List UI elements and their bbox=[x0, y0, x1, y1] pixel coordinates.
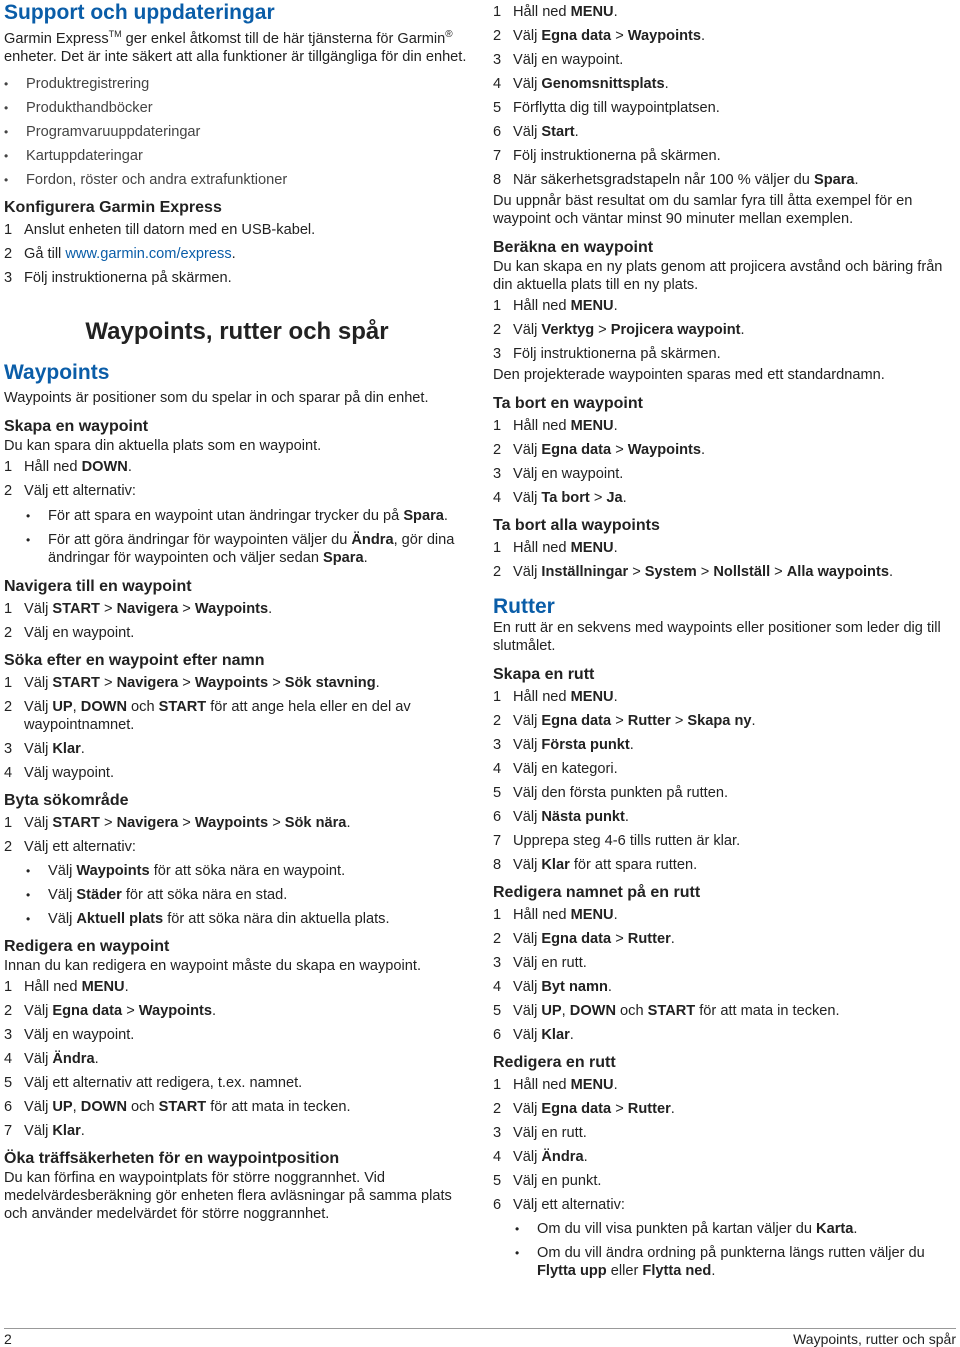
step: 4 Välj Ändra. bbox=[493, 1149, 588, 1165]
step: 6 Välj UP, DOWN och START för att mata in tecken. bbox=[4, 1098, 351, 1115]
option-bullet bbox=[4, 531, 470, 567]
step: 5 Välj UP, DOWN och START för att mata in tecken. bbox=[493, 1003, 840, 1019]
step: 2 Välj Egna data > Waypoints. bbox=[4, 1002, 217, 1019]
step-text: Välj ett alternativ: bbox=[24, 482, 136, 499]
save-intro: Du kan spara din aktuella plats som en waypoint. bbox=[4, 437, 322, 454]
delete-title: Ta bort en waypoint bbox=[493, 395, 643, 412]
step: 3 Välj en rutt. bbox=[493, 955, 587, 971]
step: 1 Håll ned MENU. bbox=[493, 4, 618, 20]
support-title: Support och uppdateringar bbox=[4, 1, 275, 24]
step: 2 Välj Egna data > Rutter. bbox=[493, 1101, 675, 1117]
routes-title: Rutter bbox=[493, 595, 555, 618]
trademark: TM bbox=[108, 29, 122, 39]
step: 1 Håll ned MENU. bbox=[4, 978, 129, 995]
bullet-text: . bbox=[363, 549, 368, 566]
left-column bbox=[4, 0, 470, 1223]
footer-rule bbox=[4, 1328, 956, 1329]
step: 2 Välj UP, DOWN och START för att ange hela eller en del av waypointnamnet. bbox=[4, 698, 411, 733]
garmin-express-link[interactable]: www.garmin.com/express bbox=[65, 245, 232, 262]
edit-route-title: Redigera en rutt bbox=[493, 1054, 616, 1071]
step: 4 Välj Ändra. bbox=[4, 1050, 99, 1067]
edit-waypoint-title: Redigera en waypoint bbox=[4, 937, 170, 955]
menu-option: Ändra bbox=[351, 531, 394, 548]
step: 3 Följ instruktionerna på skärmen. bbox=[493, 346, 721, 362]
step: 5 Förflytta dig till waypointplatsen. bbox=[493, 100, 720, 116]
step: 1 Välj START > Navigera > Waypoints > Sök nära. bbox=[4, 814, 351, 831]
option-bullet: • Om du vill ändra ordning på punkterna längs rutten väljer du Flytta upp eller Flytta ned. bbox=[493, 1244, 955, 1280]
step: 3 Välj en rutt. bbox=[493, 1125, 587, 1141]
support-item: • Kartuppdateringar bbox=[4, 144, 470, 168]
step: 6 Välj Nästa punkt. bbox=[493, 809, 629, 825]
step: 3 Välj en waypoint. bbox=[493, 52, 624, 68]
step: 1 Håll ned MENU. bbox=[493, 689, 618, 705]
create-route-title: Skapa en rutt bbox=[493, 666, 595, 683]
step: 7 Följ instruktionerna på skärmen. bbox=[493, 148, 721, 164]
search-title: Söka efter en waypoint efter namn bbox=[4, 651, 265, 669]
step-text: Välj en waypoint. bbox=[24, 624, 135, 641]
step-text: Håll ned bbox=[24, 458, 82, 475]
step: 1 Välj START > Navigera > Waypoints > Sök stavning. bbox=[4, 674, 380, 691]
step: 2 Gå till www.garmin.com/express. bbox=[4, 245, 236, 262]
step: 5 Välj en punkt. bbox=[493, 1173, 602, 1189]
step-text: . bbox=[231, 245, 236, 262]
step: 3 Välj Klar. bbox=[4, 740, 85, 757]
navigate-title: Navigera till en waypoint bbox=[4, 577, 192, 595]
area-title: Byta sökområde bbox=[4, 791, 129, 809]
option-bullet: • Välj Aktuell plats för att söka nära din aktuella plats. bbox=[4, 907, 470, 931]
accuracy-title: Öka träffsäkerheten för en waypointposition bbox=[4, 1149, 340, 1167]
project-note: Den projekterade waypointen sparas med ett standardnamn. bbox=[493, 367, 885, 383]
step: 6 Välj Start. bbox=[493, 124, 579, 140]
project-intro: Du kan skapa en ny plats genom att projicera avstånd och bäring från din aktuella plats till en ny plats. bbox=[493, 259, 943, 293]
routes-intro: En rutt är en sekvens med waypoints eller positioner som leder dig till slutmålet. bbox=[493, 620, 941, 654]
support-intro bbox=[4, 25, 470, 66]
support-item: • Fordon, röster och andra extrafunktioner bbox=[4, 168, 470, 192]
step: 6 Välj ett alternativ: bbox=[493, 1197, 625, 1213]
menu-option: Navigera bbox=[116, 600, 179, 617]
step: 4 Välj Ta bort > Ja. bbox=[493, 490, 627, 506]
menu-option: Waypoints bbox=[194, 600, 269, 617]
bullet-text: . bbox=[443, 507, 448, 524]
step: 5 Välj ett alternativ att redigera, t.ex. namnet. bbox=[4, 1074, 303, 1091]
footer-section: Waypoints, rutter och spår bbox=[793, 1331, 956, 1347]
step: 3 Följ instruktionerna på skärmen. bbox=[4, 266, 470, 290]
step: 1 Håll ned MENU. bbox=[493, 1077, 618, 1093]
step: 2 Välj Egna data > Rutter. bbox=[493, 931, 675, 947]
step-text: Anslut enheten till datorn med en USB-kabel. bbox=[24, 221, 316, 238]
menu-option: Spara bbox=[323, 549, 364, 566]
support-intro-text: enheter. Det är inte säkert att alla funktioner är tillgängliga för din enhet. bbox=[4, 48, 467, 65]
support-item: • Produkthandböcker bbox=[4, 96, 470, 120]
step: 4 Välj Genomsnittsplats. bbox=[493, 76, 669, 92]
menu-option: Spara bbox=[403, 507, 444, 524]
save-title: Skapa en waypoint bbox=[4, 417, 149, 435]
delete-all-title: Ta bort alla waypoints bbox=[493, 517, 660, 534]
step: 5 Välj den första punkten på rutten. bbox=[493, 785, 728, 801]
step: 3 Välj en waypoint. bbox=[493, 466, 624, 482]
edit-intro: Innan du kan redigera en waypoint måste du skapa en waypoint. bbox=[4, 957, 422, 974]
step: 2 Välj Egna data > Waypoints. bbox=[493, 442, 706, 458]
support-item: • Produktregistrering bbox=[4, 72, 470, 96]
step: 7 Välj Klar. bbox=[4, 1122, 85, 1139]
step: 2 Välj ett alternativ: bbox=[4, 835, 470, 859]
rename-route-title: Redigera namnet på en rutt bbox=[493, 884, 701, 901]
bullet-text: För att göra ändringar för waypointen väljer du bbox=[48, 531, 352, 548]
step: 2 Välj Inställningar > System > Nollställ > Alla waypoints. bbox=[493, 564, 894, 580]
step: 8 Välj Klar för att spara rutten. bbox=[493, 857, 698, 873]
step: 2 Välj Egna data > Waypoints. bbox=[493, 28, 706, 44]
step: 1 Håll ned MENU. bbox=[493, 418, 618, 434]
bullet-text: För att spara en waypoint utan ändringar trycker du på bbox=[48, 507, 404, 524]
key-name: START bbox=[52, 600, 100, 617]
right-column bbox=[493, 0, 955, 1280]
chapter-title: Waypoints, rutter och spår bbox=[85, 317, 389, 345]
step: 2 Välj Verktyg > Projicera waypoint. bbox=[493, 322, 745, 338]
support-intro-text: Garmin Express bbox=[4, 30, 109, 47]
waypoints-intro: Waypoints är positioner som du spelar in och sparar på din enhet. bbox=[4, 389, 429, 406]
registered-mark: ® bbox=[445, 29, 453, 40]
option-bullet: • Om du vill visa punkten på kartan väljer du Karta. bbox=[493, 1217, 955, 1241]
step-text: Gå till bbox=[24, 245, 66, 262]
accuracy-note: Du uppnår bäst resultat om du samlar fyra till åtta exempel för en waypoint och väntar minst 90 minuter mellan exemplen. bbox=[493, 193, 913, 227]
step: 1 Anslut enheten till datorn med en USB-kabel. bbox=[4, 218, 470, 242]
project-title: Beräkna en waypoint bbox=[493, 239, 654, 256]
step: 4 Välj Byt namn. bbox=[493, 979, 612, 995]
waypoints-title: Waypoints bbox=[4, 360, 110, 384]
step: 1 Håll ned DOWN. bbox=[4, 458, 132, 475]
step-text: Välj waypoint. bbox=[24, 764, 115, 781]
express-title: Konfigurera Garmin Express bbox=[4, 198, 222, 216]
option-bullet bbox=[4, 507, 470, 525]
option-bullet: • Välj Waypoints för att söka nära en waypoint. bbox=[4, 859, 470, 883]
step: 7 Upprepa steg 4-6 tills rutten är klar. bbox=[493, 833, 741, 849]
bullet-text: , gör dina ändringar för waypointen och väljer sedan bbox=[48, 531, 455, 566]
page-number: 2 bbox=[4, 1331, 12, 1347]
step: 3 Välj Första punkt. bbox=[493, 737, 634, 753]
step: 6 Välj Klar. bbox=[493, 1027, 574, 1043]
key-name: DOWN bbox=[81, 458, 128, 475]
step: 1 Håll ned MENU. bbox=[493, 540, 618, 556]
step: 4 Välj en kategori. bbox=[493, 761, 618, 777]
step: 1 Välj START > Navigera > Waypoints. bbox=[4, 600, 273, 617]
accuracy-intro: Du kan förfina en waypointplats för större noggrannhet. Vid medelvärdesberäkning gör enheten flera avläsningar på samma plats och använder medelvärdet för större noggrannhet. bbox=[4, 1169, 452, 1222]
step-text: Välj ett alternativ: bbox=[24, 838, 136, 855]
step-text: Följ instruktionerna på skärmen. bbox=[24, 269, 232, 286]
support-intro-text: ger enkel åtkomst till de här tjänsterna för Garmin bbox=[121, 30, 446, 47]
step: 4 Välj waypoint. bbox=[4, 761, 470, 785]
step: 8 När säkerhetsgradstapeln når 100 % väljer du Spara. bbox=[493, 172, 859, 188]
step: 2 Välj ett alternativ: bbox=[4, 479, 470, 503]
step-text: . bbox=[127, 458, 132, 475]
step: 2 Välj Egna data > Rutter > Skapa ny. bbox=[493, 713, 756, 729]
step: 3 Välj en waypoint. bbox=[4, 1026, 135, 1043]
support-item: • Programvaruuppdateringar bbox=[4, 120, 470, 144]
option-bullet: • Välj Städer för att söka nära en stad. bbox=[4, 883, 470, 907]
step: 1 Håll ned MENU. bbox=[493, 298, 618, 314]
step: 2 Välj en waypoint. bbox=[4, 621, 470, 645]
step: 1 Håll ned MENU. bbox=[493, 907, 618, 923]
